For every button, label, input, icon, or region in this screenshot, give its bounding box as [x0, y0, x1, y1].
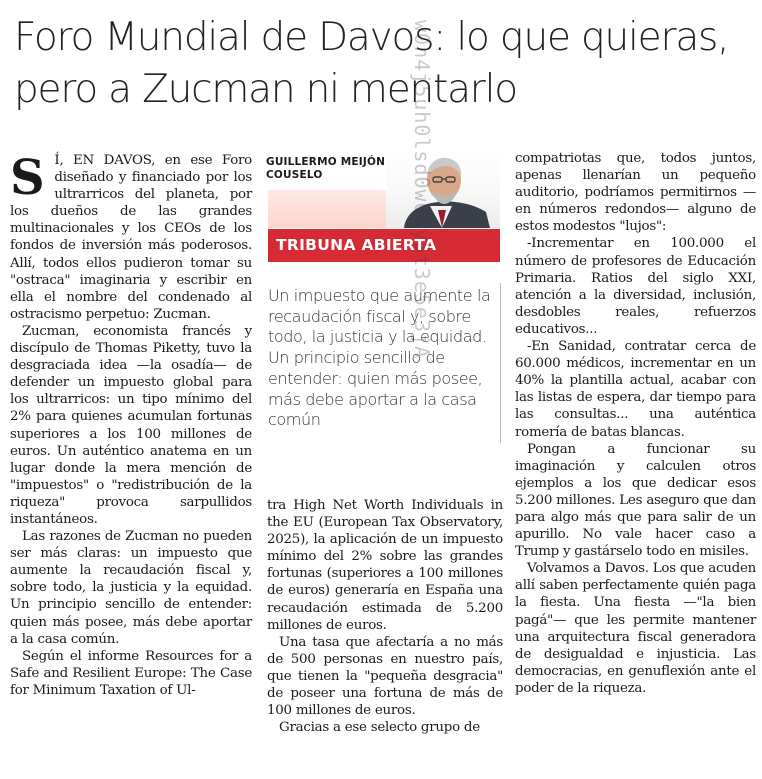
drop-cap: S [10, 150, 45, 206]
pull-quote-divider [500, 283, 501, 443]
watermark: w0n4j5uh0lsd0w0ay5t3e5e3jA [410, 20, 434, 360]
paragraph: -Incrementar en 100.000 el número de profesores de Educación Primaria. Ratios del siglo XXI, atención a la diversidad, inclusión, desdobles reales, refuerzos educativos... [515, 236, 756, 337]
paragraph: compatriotas que, todos juntos, apenas llenarían un pequeño auditorio, podríamos permitirnos —en números redondos— alguno de estos modestos "lujos": [515, 151, 756, 235]
paragraph: Según el informe Resources for a Safe and Resilient Europe: The Case for Minimum Taxation of Ul- [10, 648, 252, 698]
author-photo [386, 150, 500, 228]
article-column-1 [10, 152, 252, 699]
paragraph: tra High Net Worth Individuals in the EU (European Tax Observatory, 2025), la aplicación de un impuesto mínimo del 2% sobre las grandes fortunas (superiores a 100 millones de euros) generaría en España una recaudación estimada de 5.200 millones de euros. [267, 498, 503, 633]
paragraph: -En Sanidad, contratar cerca de 60.000 médicos, incrementar en un 40% la plantilla actual, acabar con las listas de espera, dar tiempo para las consultas... una auténtica romería de batas blancas. [515, 339, 756, 440]
paragraph [10, 152, 252, 323]
pull-quote: Un impuesto que aumente la recaudación fiscal y, sobre todo, la justicia y la equidad. Un principio sencillo de entender: quien más posee, más debe aportar a la casa común [268, 286, 491, 430]
paragraph: Las razones de Zucman no pueden ser más claras: un impuesto que aumente la recaudación fiscal y, sobre todo, la justicia y la equidad. Un principio sencillo de entender: quien más posee, más debe aportar a la casa común. [10, 529, 252, 647]
article-column-3 [515, 150, 756, 697]
author-byline: GUILLERMO MEIJÓN COUSELO [266, 156, 386, 181]
paragraph-text: Í, EN DAVOS, en ese Foro diseñado y financiado por los ultrarricos del planeta, por los dueños de las grandes multinacionales y los CEOs de los fondos de inversión más poderosos. Allí, todos ellos pudieron tomar su "ostraca" imaginaria y escribir en ella el nombre del condenado al ostracismo perpetuo: Zucman. [10, 153, 252, 322]
paragraph: Gracias a ese selecto grupo de [279, 720, 480, 736]
headline: Foro Mundial de Davos: lo que quieras, pero a Zucman ni mentarlo [14, 15, 729, 112]
paragraph: Una tasa que afectaría a no más de 500 personas en nuestro país, que tienen la "pequeña desgracia" de poseer una fortuna de más de 100 millones de euros. [267, 634, 503, 719]
paragraph: Volvamos a Davos. Los que acuden allí saben perfectamente quién paga la fiesta. Una fiesta —"la bien pagá"— que les permite mantener una arquitectura fiscal generadora de desigualdad e injusticia. Las democracias, en genuflexión ante el poder de la riqueza. [515, 561, 756, 696]
section-label: TRIBUNA ABIERTA [268, 229, 500, 262]
paragraph: Zucman, economista francés y discípulo de Thomas Piketty, tuvo la desgraciada idea —la osadía— de defender un impuesto global para los ultrarricos: un tipo mínimo del 2% para quienes acumulan fortunas superiores a los 100 millones de euros. Un auténtico anatema en un lugar donde la mera mención de "impuestos" o "redistribución de la riqueza" provoca sarpullidos instantáneos. [10, 323, 252, 527]
paragraph: Pongan a funcionar su imaginación y calculen otros ejemplos a los que dedicar esos 5.200 millones. Les aseguro que dan para algo más que para salir de un apurillo. No vale hacer caso a Trump y gastárselo todo en misiles. [515, 441, 756, 560]
article-column-2 [267, 497, 503, 736]
